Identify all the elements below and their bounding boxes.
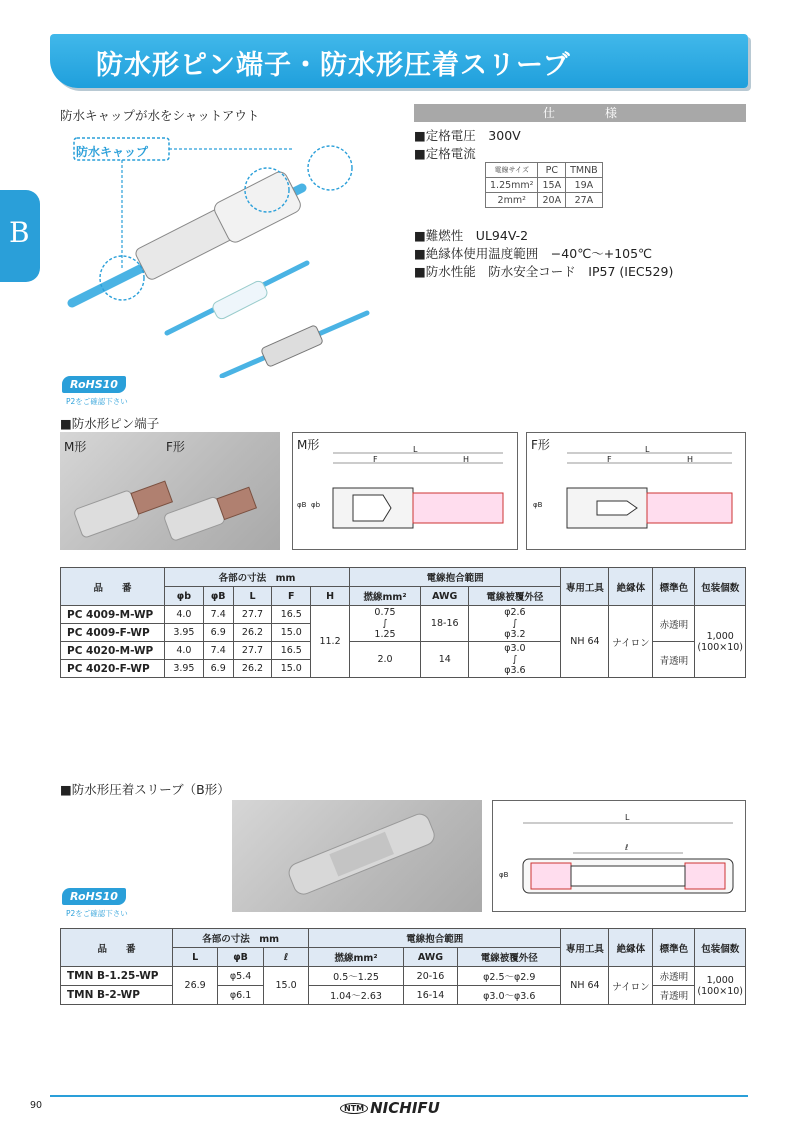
m-dim-b-inner: φb xyxy=(311,501,321,509)
f-dim-h: H xyxy=(687,455,694,464)
sleeve-photo xyxy=(232,800,482,912)
spec-temp: ■絶縁体使用温度範囲 −40℃～+105℃ xyxy=(414,246,653,261)
f-dim-f: F xyxy=(607,455,612,464)
table-row: TMN B-1.25-WP 26.9 φ5.4 15.0 0.5～1.25 20-16 φ2.5～φ2.9 NH 64 ナイロン 赤透明 1,000 (100×10) xyxy=(61,967,746,986)
title-banner xyxy=(50,34,748,88)
current-table: 電線サイズ PC TMNB 1.25mm² 15A 19A 2mm² 20A 27A xyxy=(485,162,603,208)
logo-mark: NTM xyxy=(340,1103,368,1114)
spec-waterproof: ■防水性能 防水安全コード IP57 (IEC529) xyxy=(414,264,674,279)
sleeve-spec-table: 品 番 各部の寸法 mm 電線抱合範囲 専用工具 絶縁体 標準色 包装個数 L φB ℓ 撚線mm² AWG 電線被覆外径 TMN B-1.25-WP 26.9 φ5.4 15.0 0.5～1.25 20-16 φ2.5～φ2.9 NH 64 ナイロン 赤透明 1,000 (100×10) TMN B-2-WP φ6.1 1.04～2.63 16-14 φ3.0～φ3.6 青透明 xyxy=(60,928,746,1005)
page-number: 90 xyxy=(30,1100,43,1111)
photo-f-label: F形 xyxy=(166,440,185,454)
sleeve-drawing xyxy=(492,800,746,912)
section-pin-heading: ■防水形ピン端子 xyxy=(60,416,160,431)
m-dim-f: F xyxy=(373,455,378,464)
page-title: 防水形ピン端子・防水形圧着スリーブ xyxy=(96,50,571,81)
section-tab xyxy=(0,190,40,282)
spec-flame: ■難燃性 UL94V-2 xyxy=(414,228,529,243)
pin-spec-table: 品 番 各部の寸法 mm 電線抱合範囲 専用工具 絶縁体 標準色 包装個数 φb φB L F H 撚線mm² AWG 電線被覆外径 PC 4009-M-WP 4.0 7.4 27.7 16.5 11.2 0.75 ∫ 1.25 18-16 φ2.6 ∫ φ3.2 NH 64 ナイロン 赤透明 1,000 (100×10) PC 4009-F-WP 3.95 6.9 26.2 15.0 PC 4020-M-WP 4.0 7.4 27.7 16.5 2.0 14 φ3.0 ∫ φ3.6 青透明 PC 4020-F-WP 3.95 6.9 26.2 15.0 xyxy=(60,567,746,678)
sleeve-dim-ell: ℓ xyxy=(625,843,629,852)
brand-logo xyxy=(340,1099,440,1117)
table-row: PC 4009-F-WP 3.95 6.9 26.2 15.0 xyxy=(61,624,746,642)
table-row: PC 4020-F-WP 3.95 6.9 26.2 15.0 xyxy=(61,660,746,678)
rohs-badge-2: RoHS10 xyxy=(62,888,126,905)
pin-photo xyxy=(60,432,280,550)
sleeve-dim-b: φB xyxy=(499,871,509,879)
logo-text: NICHIFU xyxy=(370,1099,440,1117)
spec-voltage: ■定格電圧 300V xyxy=(414,128,521,143)
m-dim-h: H xyxy=(463,455,470,464)
section-sleeve-heading: ■防水形圧着スリーブ（B形） xyxy=(60,782,230,797)
footer-rule xyxy=(50,1095,748,1097)
rohs-note: P2をご確認下さい xyxy=(66,397,128,406)
photo-m-label: M形 xyxy=(64,440,87,454)
f-dim-l: L xyxy=(645,445,650,454)
sleeve-dim-l: L xyxy=(625,813,630,822)
m-dim-b-outer: φB xyxy=(297,501,307,509)
draw-f-label: F形 xyxy=(531,438,550,452)
f-dim-b: φB xyxy=(533,501,543,509)
intro-text: 防水キャップが水をシャットアウト xyxy=(60,108,260,123)
draw-m-label: M形 xyxy=(297,438,320,452)
rohs-badge: RoHS10 xyxy=(62,376,126,393)
tab-letter: B xyxy=(9,216,30,249)
table-row: PC 4009-M-WP 4.0 7.4 27.7 16.5 11.2 0.75 ∫ 1.25 18-16 φ2.6 ∫ φ3.2 NH 64 ナイロン 赤透明 1,000 (100×10) xyxy=(61,606,746,624)
table-row: PC 4020-M-WP 4.0 7.4 27.7 16.5 2.0 14 φ3.0 ∫ φ3.6 青透明 xyxy=(61,642,746,660)
spec-heading: 仕様 xyxy=(414,104,746,122)
m-dim-l: L xyxy=(413,445,418,454)
product-illustration xyxy=(62,128,402,378)
cap-label: 防水キャップ xyxy=(76,145,149,159)
spec-current: ■定格電流 xyxy=(414,146,476,161)
m-drawing xyxy=(292,432,518,550)
f-drawing xyxy=(526,432,746,550)
rohs-note-2: P2をご確認下さい xyxy=(66,909,128,918)
table-row: TMN B-2-WP φ6.1 1.04～2.63 16-14 φ3.0～φ3.6 青透明 xyxy=(61,986,746,1005)
